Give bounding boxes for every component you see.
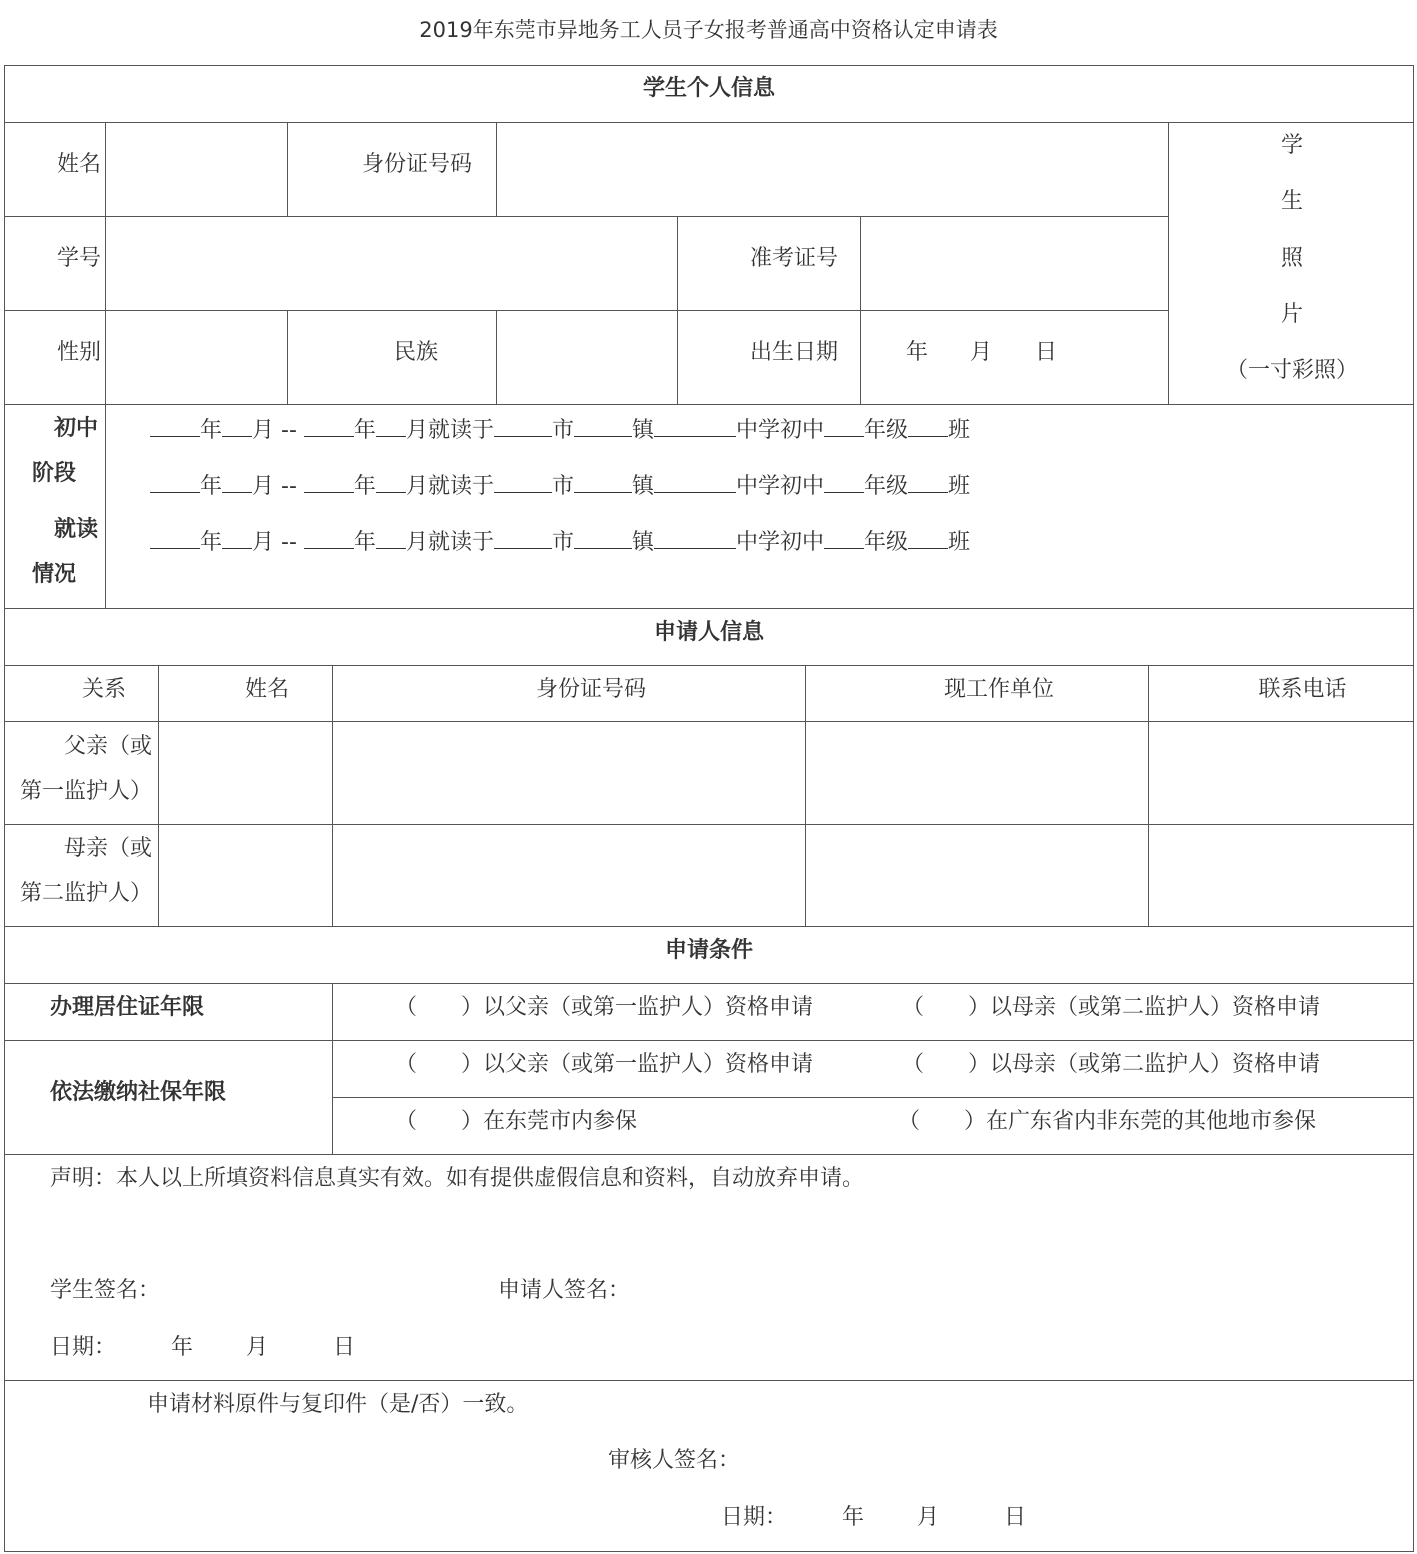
option-social-mother[interactable]: （ ）以母亲（或第二监护人）资格申请: [902, 1052, 1321, 1077]
rule: [860, 216, 861, 404]
review-date-label: 日期：: [721, 1505, 788, 1530]
history-line: 年 月 -- 年 月就读于 市 镇 中学初中 年级 班: [150, 472, 970, 500]
rule: [4, 721, 1414, 722]
history-label: 就读: [54, 517, 99, 542]
rule: [4, 1551, 1414, 1552]
option-residence-father[interactable]: （ ）以父亲（或第一监护人）资格申请: [395, 995, 814, 1020]
declaration-text: 声明：本人以上所填资料信息真实有效。如有提供虚假信息和资料，自动放弃申请。: [50, 1166, 865, 1191]
declaration-month: 月: [246, 1335, 269, 1360]
rule: [4, 983, 1414, 984]
history-label: 情况: [32, 562, 77, 587]
applicant-signature-label: 申请人签名：: [498, 1278, 631, 1303]
consistency-statement: 申请材料原件与复印件（是/否）一致。: [147, 1392, 529, 1417]
history-line: 年 月 -- 年 月就读于 市 镇 中学初中 年级 班: [150, 528, 970, 556]
social-insurance-label: 依法缴纳社保年限: [50, 1080, 227, 1105]
rule: [4, 404, 1414, 405]
rule: [105, 122, 106, 608]
reviewer-signature-label: 审核人签名：: [608, 1448, 741, 1473]
photo-char: 学: [1280, 133, 1303, 158]
student-signature-label: 学生签名：: [50, 1278, 161, 1303]
rule: [4, 122, 1414, 123]
rule: [4, 1040, 1414, 1041]
birth-date-label: 出生日期: [749, 340, 838, 365]
rule: [4, 310, 1168, 311]
option-social-father[interactable]: （ ）以父亲（或第一监护人）资格申请: [395, 1052, 814, 1077]
col-employer: 现工作单位: [943, 677, 1054, 702]
rule: [333, 1097, 1414, 1098]
id-number-label: 身份证号码: [361, 152, 472, 177]
photo-char: 片: [1280, 302, 1303, 327]
rule: [4, 65, 1414, 66]
conditions-section-heading: 申请条件: [664, 938, 753, 963]
col-phone: 联系电话: [1258, 677, 1347, 702]
rule: [4, 608, 1414, 609]
student-number-label: 学号: [56, 246, 101, 271]
ethnicity-label: 民族: [393, 340, 438, 365]
rule: [4, 1154, 1414, 1155]
rule: [332, 983, 333, 1154]
review-year: 年: [842, 1505, 865, 1530]
rule: [4, 665, 1414, 666]
photo-char: 照: [1280, 246, 1303, 271]
student-section-heading: 学生个人信息: [642, 76, 775, 101]
rule: [805, 665, 806, 926]
birth-month: 月: [970, 340, 993, 365]
option-guangdong-insured[interactable]: （ ）在广东省内非东莞的其他地市参保: [898, 1109, 1317, 1134]
birth-day: 日: [1035, 340, 1058, 365]
photo-note: （一寸彩照）: [1225, 358, 1358, 383]
review-month: 月: [917, 1505, 940, 1530]
history-label: 初中: [54, 416, 99, 441]
history-label: 阶段: [32, 461, 77, 486]
form-title: 2019年东莞市异地务工人员子女报考普通高中资格认定申请表: [419, 18, 998, 42]
rule: [1148, 665, 1149, 926]
option-dongguan-insured[interactable]: （ ）在东莞市内参保: [395, 1109, 638, 1134]
gender-label: 性别: [56, 340, 101, 365]
name-label: 姓名: [56, 152, 101, 177]
rule: [1413, 65, 1414, 1551]
applicant-section-heading: 申请人信息: [653, 620, 764, 645]
rule: [158, 665, 159, 926]
rule: [496, 310, 497, 404]
rule: [4, 216, 1168, 217]
rule: [4, 1380, 1414, 1381]
birth-year: 年: [906, 340, 929, 365]
review-day: 日: [1004, 1505, 1027, 1530]
rule: [496, 122, 497, 216]
col-relation: 关系: [81, 677, 126, 702]
declaration-day: 日: [333, 1335, 356, 1360]
col-id-number: 身份证号码: [535, 677, 646, 702]
rule: [677, 216, 678, 404]
exam-number-label: 准考证号: [749, 246, 838, 271]
option-residence-mother[interactable]: （ ）以母亲（或第二监护人）资格申请: [902, 995, 1321, 1020]
history-line: 年 月 -- 年 月就读于 市 镇 中学初中 年级 班: [150, 416, 970, 444]
rule: [332, 665, 333, 926]
declaration-date-label: 日期：: [50, 1335, 117, 1360]
rule: [4, 926, 1414, 927]
col-name: 姓名: [244, 677, 289, 702]
photo-char: 生: [1280, 189, 1303, 214]
declaration-year: 年: [171, 1335, 194, 1360]
mother-relation: 母亲（或 第二监护人）: [19, 836, 152, 906]
residence-years-label: 办理居住证年限: [50, 995, 205, 1020]
father-relation: 父亲（或 第一监护人）: [19, 734, 152, 804]
rule: [4, 824, 1414, 825]
